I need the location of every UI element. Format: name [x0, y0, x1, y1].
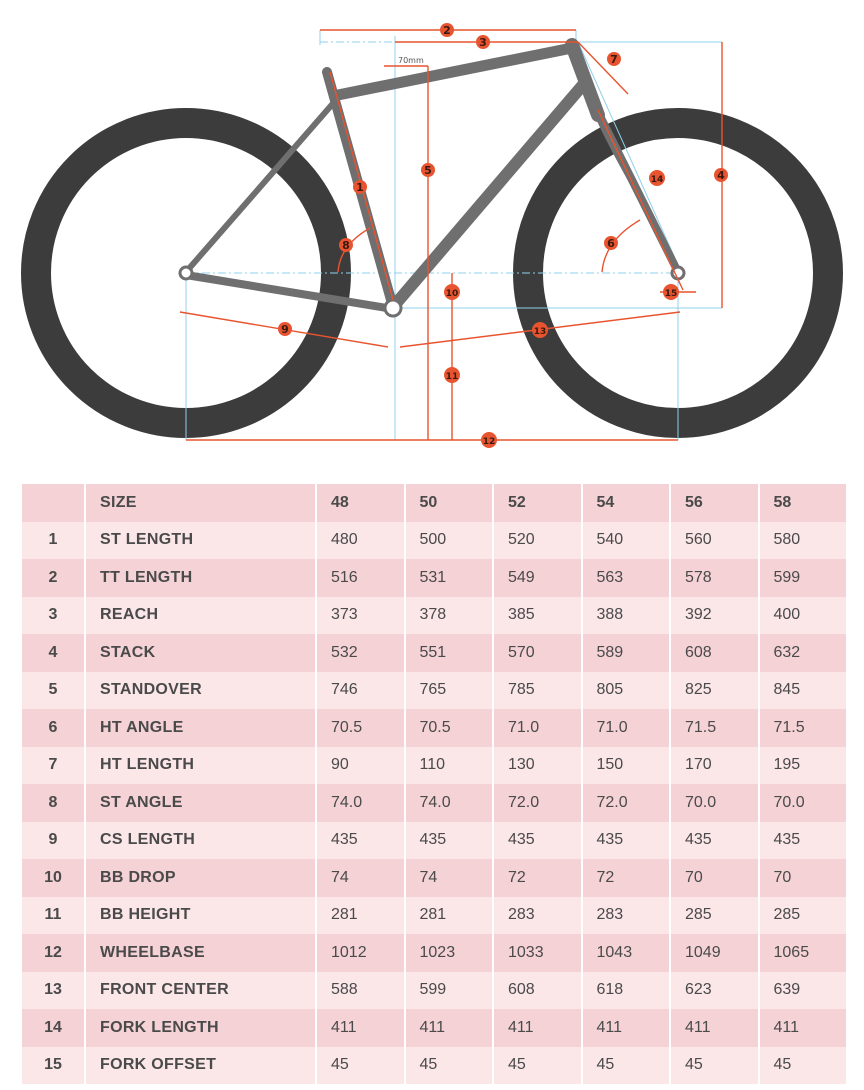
row-value: 150 [582, 747, 671, 785]
row-value: 578 [670, 559, 759, 597]
table-row [22, 859, 847, 897]
row-value: 549 [493, 559, 582, 597]
row-value: 765 [405, 672, 494, 710]
bottom-bracket [385, 300, 401, 316]
row-value: 45 [670, 1047, 759, 1085]
row-measurement-name: STANDOVER [85, 672, 316, 710]
marker-11 [444, 367, 460, 383]
row-measurement-name: REACH [85, 597, 316, 635]
table-row [22, 522, 847, 560]
row-value: 70 [759, 859, 848, 897]
table-row [22, 634, 847, 672]
svg-text:1: 1 [356, 181, 364, 194]
row-value: 588 [316, 972, 405, 1010]
row-value: 560 [670, 522, 759, 560]
row-value: 411 [582, 1009, 671, 1047]
row-value: 785 [493, 672, 582, 710]
table-row [22, 784, 847, 822]
table-body [22, 522, 847, 1085]
row-value: 70.5 [405, 709, 494, 747]
row-value: 435 [316, 822, 405, 860]
row-value: 74 [405, 859, 494, 897]
row-value: 1049 [670, 934, 759, 972]
top-tube [338, 48, 572, 95]
table-row [22, 1047, 847, 1085]
row-value: 70.0 [670, 784, 759, 822]
row-measurement-name: HT ANGLE [85, 709, 316, 747]
row-number: 1 [22, 522, 85, 560]
row-measurement-name: HT LENGTH [85, 747, 316, 785]
marker-8 [339, 238, 353, 252]
row-value: 400 [759, 597, 848, 635]
header-num-cell [22, 484, 85, 522]
marker-14 [649, 170, 665, 186]
header-size: 50 [405, 484, 494, 522]
row-value: 618 [582, 972, 671, 1010]
row-measurement-name: FRONT CENTER [85, 972, 316, 1010]
row-value: 1033 [493, 934, 582, 972]
table-row [22, 709, 847, 747]
svg-text:13: 13 [533, 327, 547, 337]
row-measurement-name: FORK OFFSET [85, 1047, 316, 1085]
row-value: 45 [582, 1047, 671, 1085]
row-measurement-name: TT LENGTH [85, 559, 316, 597]
marker-12 [481, 432, 497, 448]
row-value: 632 [759, 634, 848, 672]
svg-text:6: 6 [607, 237, 615, 250]
table-row [22, 822, 847, 860]
header-size: 58 [759, 484, 848, 522]
row-value: 540 [582, 522, 671, 560]
row-value: 435 [582, 822, 671, 860]
header-size: 48 [316, 484, 405, 522]
row-value: 70 [670, 859, 759, 897]
row-value: 825 [670, 672, 759, 710]
row-value: 570 [493, 634, 582, 672]
row-value: 74 [316, 859, 405, 897]
row-value: 388 [582, 597, 671, 635]
row-value: 411 [493, 1009, 582, 1047]
row-value: 580 [759, 522, 848, 560]
marker-13 [532, 322, 548, 338]
row-number: 4 [22, 634, 85, 672]
marker-10 [444, 284, 460, 300]
row-value: 45 [316, 1047, 405, 1085]
row-value: 516 [316, 559, 405, 597]
row-value: 71.5 [670, 709, 759, 747]
row-value: 110 [405, 747, 494, 785]
row-value: 373 [316, 597, 405, 635]
row-number: 11 [22, 897, 85, 935]
row-value: 72.0 [582, 784, 671, 822]
front-axle [672, 267, 684, 279]
row-number: 5 [22, 672, 85, 710]
row-measurement-name: ST LENGTH [85, 522, 316, 560]
svg-text:11: 11 [445, 372, 459, 382]
row-value: 531 [405, 559, 494, 597]
row-value: 480 [316, 522, 405, 560]
row-value: 532 [316, 634, 405, 672]
marker-15 [663, 284, 679, 300]
marker-5 [421, 163, 435, 177]
svg-text:10: 10 [445, 289, 459, 299]
row-value: 378 [405, 597, 494, 635]
header-size-label: SIZE [85, 484, 316, 522]
marker-4 [714, 168, 728, 182]
row-number: 14 [22, 1009, 85, 1047]
row-number: 7 [22, 747, 85, 785]
row-value: 45 [759, 1047, 848, 1085]
row-value: 283 [493, 897, 582, 935]
row-value: 411 [316, 1009, 405, 1047]
row-number: 15 [22, 1047, 85, 1085]
row-value: 805 [582, 672, 671, 710]
row-value: 435 [493, 822, 582, 860]
table-row [22, 934, 847, 972]
table-header-row [22, 484, 847, 522]
row-number: 13 [22, 972, 85, 1010]
row-value: 74.0 [405, 784, 494, 822]
row-value: 285 [670, 897, 759, 935]
header-size: 54 [582, 484, 671, 522]
row-value: 411 [405, 1009, 494, 1047]
row-value: 392 [670, 597, 759, 635]
marker-7 [607, 52, 621, 66]
row-measurement-name: BB HEIGHT [85, 897, 316, 935]
row-value: 90 [316, 747, 405, 785]
row-value: 72 [493, 859, 582, 897]
row-value: 435 [405, 822, 494, 860]
marker-1 [353, 180, 367, 194]
row-number: 12 [22, 934, 85, 972]
row-measurement-name: STACK [85, 634, 316, 672]
row-value: 551 [405, 634, 494, 672]
marker-9 [278, 322, 292, 336]
row-value: 283 [582, 897, 671, 935]
row-value: 1012 [316, 934, 405, 972]
marker-2 [440, 23, 454, 37]
bike-geometry-diagram [0, 0, 864, 460]
row-value: 589 [582, 634, 671, 672]
row-number: 2 [22, 559, 85, 597]
table-row [22, 972, 847, 1010]
row-value: 170 [670, 747, 759, 785]
row-value: 599 [405, 972, 494, 1010]
table-row [22, 597, 847, 635]
row-value: 599 [759, 559, 848, 597]
svg-text:14: 14 [650, 175, 664, 185]
row-measurement-name: BB DROP [85, 859, 316, 897]
row-value: 1023 [405, 934, 494, 972]
row-value: 45 [493, 1047, 582, 1085]
row-measurement-name: ST ANGLE [85, 784, 316, 822]
table-row [22, 559, 847, 597]
bike-frame [186, 45, 678, 309]
row-value: 71.0 [493, 709, 582, 747]
svg-text:15: 15 [664, 289, 678, 299]
row-value: 411 [670, 1009, 759, 1047]
svg-text:9: 9 [281, 323, 289, 336]
row-value: 70.5 [316, 709, 405, 747]
header-size: 52 [493, 484, 582, 522]
svg-text:12: 12 [482, 437, 496, 447]
row-measurement-name: CS LENGTH [85, 822, 316, 860]
offset-70mm-label: 70mm [398, 56, 424, 65]
row-value: 435 [670, 822, 759, 860]
svg-text:8: 8 [342, 239, 350, 252]
svg-text:5: 5 [424, 164, 432, 177]
geometry-table [22, 484, 848, 1084]
table-row [22, 672, 847, 710]
row-value: 500 [405, 522, 494, 560]
table-row [22, 1009, 847, 1047]
row-value: 70.0 [759, 784, 848, 822]
svg-text:4: 4 [717, 169, 725, 182]
row-number: 9 [22, 822, 85, 860]
row-number: 10 [22, 859, 85, 897]
row-value: 385 [493, 597, 582, 635]
svg-text:3: 3 [479, 36, 487, 49]
row-number: 8 [22, 784, 85, 822]
row-measurement-name: WHEELBASE [85, 934, 316, 972]
row-measurement-name: FORK LENGTH [85, 1009, 316, 1047]
row-value: 411 [759, 1009, 848, 1047]
row-value: 130 [493, 747, 582, 785]
row-value: 71.0 [582, 709, 671, 747]
row-value: 45 [405, 1047, 494, 1085]
row-value: 746 [316, 672, 405, 710]
row-value: 435 [759, 822, 848, 860]
row-value: 71.5 [759, 709, 848, 747]
row-value: 74.0 [316, 784, 405, 822]
row-value: 608 [493, 972, 582, 1010]
marker-3 [476, 35, 490, 49]
header-size: 56 [670, 484, 759, 522]
row-value: 281 [316, 897, 405, 935]
row-value: 520 [493, 522, 582, 560]
chain-stay [186, 275, 393, 309]
marker-6 [604, 236, 618, 250]
row-value: 72.0 [493, 784, 582, 822]
row-value: 285 [759, 897, 848, 935]
table-row [22, 897, 847, 935]
table-row [22, 747, 847, 785]
row-value: 608 [670, 634, 759, 672]
row-value: 563 [582, 559, 671, 597]
svg-text:7: 7 [610, 53, 618, 66]
row-value: 623 [670, 972, 759, 1010]
row-value: 72 [582, 859, 671, 897]
rear-axle [180, 267, 192, 279]
row-value: 1065 [759, 934, 848, 972]
row-value: 639 [759, 972, 848, 1010]
row-value: 1043 [582, 934, 671, 972]
row-value: 195 [759, 747, 848, 785]
row-value: 281 [405, 897, 494, 935]
row-number: 3 [22, 597, 85, 635]
row-value: 845 [759, 672, 848, 710]
head-tube [572, 45, 598, 115]
row-number: 6 [22, 709, 85, 747]
svg-text:2: 2 [443, 24, 451, 37]
geometry-svg [0, 0, 864, 460]
